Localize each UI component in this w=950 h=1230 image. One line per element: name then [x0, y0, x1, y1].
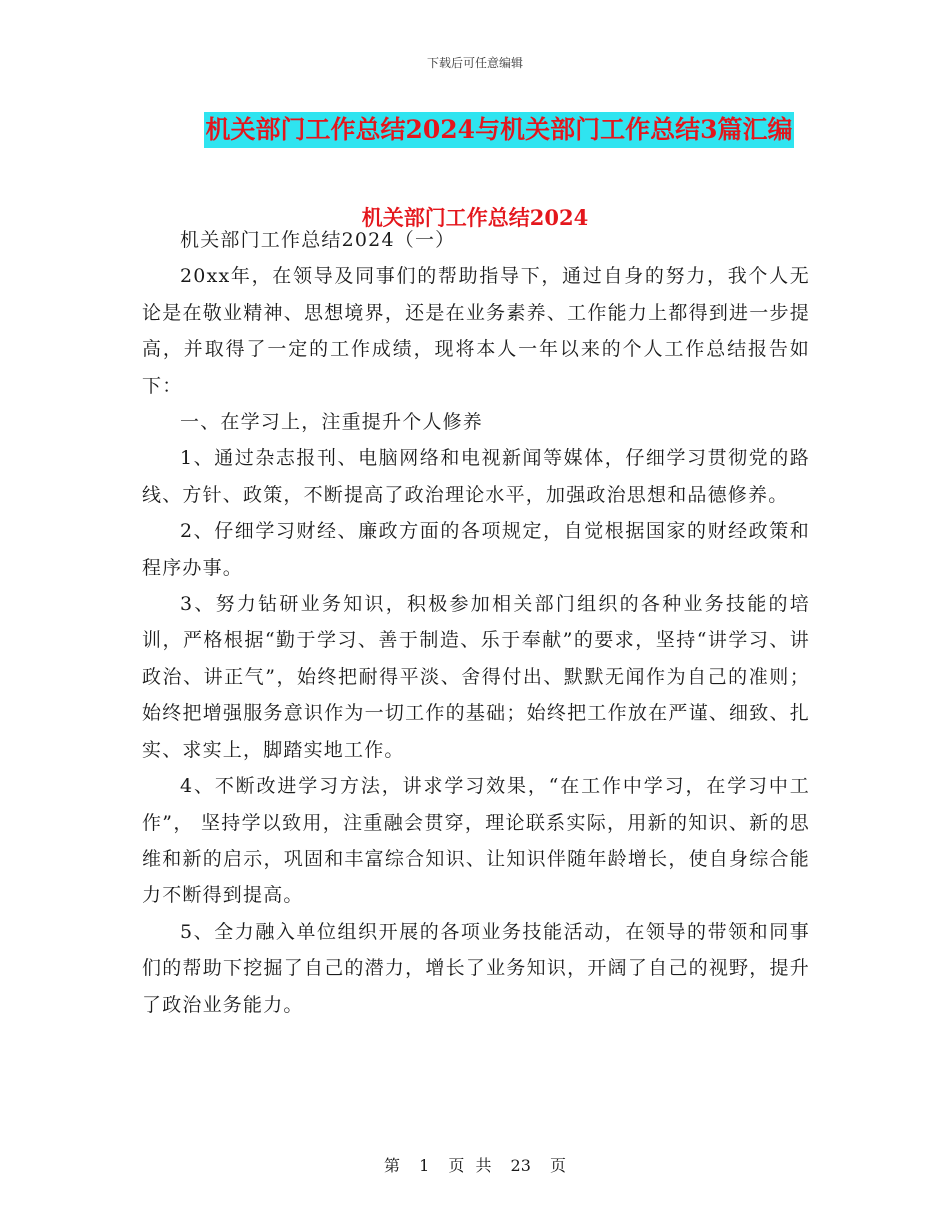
paragraph-item-4: 4、不断改进学习方法，讲求学习效果，“在工作中学习，在学习中工作”， 坚持学以致用，注重融会贯穿，理论联系实际，用新的知识、新的思维和新的启示，巩固和丰富综合知识、让知识伴随年龄增长，使自身综合能力不断得到提高。 — [142, 775, 810, 907]
document-body — [142, 222, 810, 1023]
footer-page-number: 1 — [419, 1156, 430, 1175]
paragraph-intro: 20xx年，在领导及同事们的帮助指导下，通过自身的努力，我个人无论是在敬业精神、思想境界，还是在业务素养、工作能力上都得到进一步提高，并取得了一定的工作成绩，现将本人一年以来的个人工作总结报告如下： — [142, 265, 810, 397]
footer-middle: 页 共 — [448, 1156, 492, 1175]
paragraph-item-5: 5、全力融入单位组织开展的各项业务技能活动，在领导的带领和同事们的帮助下挖掘了自己的潜力，增长了业务知识，开阔了自己的视野，提升了政治业务能力。 — [142, 920, 810, 1016]
page-footer — [0, 1153, 950, 1176]
paragraph-item-3: 3、努力钻研业务知识，积极参加相关部门组织的各种业务技能的培训，严格根据“勤于学习、善于制造、乐于奉献”的要求，坚持“讲学习、讲政治、讲正气”，始终把耐得平淡、舍得付出、默默无闻作为自己的准则；始终把增强服务意识作为一切工作的基础；始终把工作放在严谨、细致、扎实、求实上，脚踏实地工作。 — [142, 593, 810, 761]
paragraph-item-2: 2、仔细学习财经、廉政方面的各项规定，自觉根据国家的财经政策和程序办事。 — [142, 520, 810, 579]
paragraph-heading: 一、在学习上，注重提升个人修养 — [180, 411, 484, 434]
main-title-container — [0, 112, 950, 148]
main-title: 机关部门工作总结2024与机关部门工作总结3篇汇编 — [204, 112, 795, 148]
paragraph-subtitle: 机关部门工作总结2024（一） — [180, 229, 456, 251]
section-title: 机关部门工作总结2024 — [361, 205, 589, 230]
header-note: 下载后可任意编辑 — [426, 56, 523, 70]
footer-suffix: 页 — [550, 1156, 567, 1175]
footer-prefix: 第 — [383, 1156, 400, 1175]
paragraph-item-1: 1、通过杂志报刊、电脑网络和电视新闻等媒体，仔细学习贯彻党的路线、方针、政策，不断提高了政治理论水平，加强政治思想和品德修养。 — [142, 447, 810, 506]
footer-total-pages: 23 — [510, 1156, 531, 1175]
